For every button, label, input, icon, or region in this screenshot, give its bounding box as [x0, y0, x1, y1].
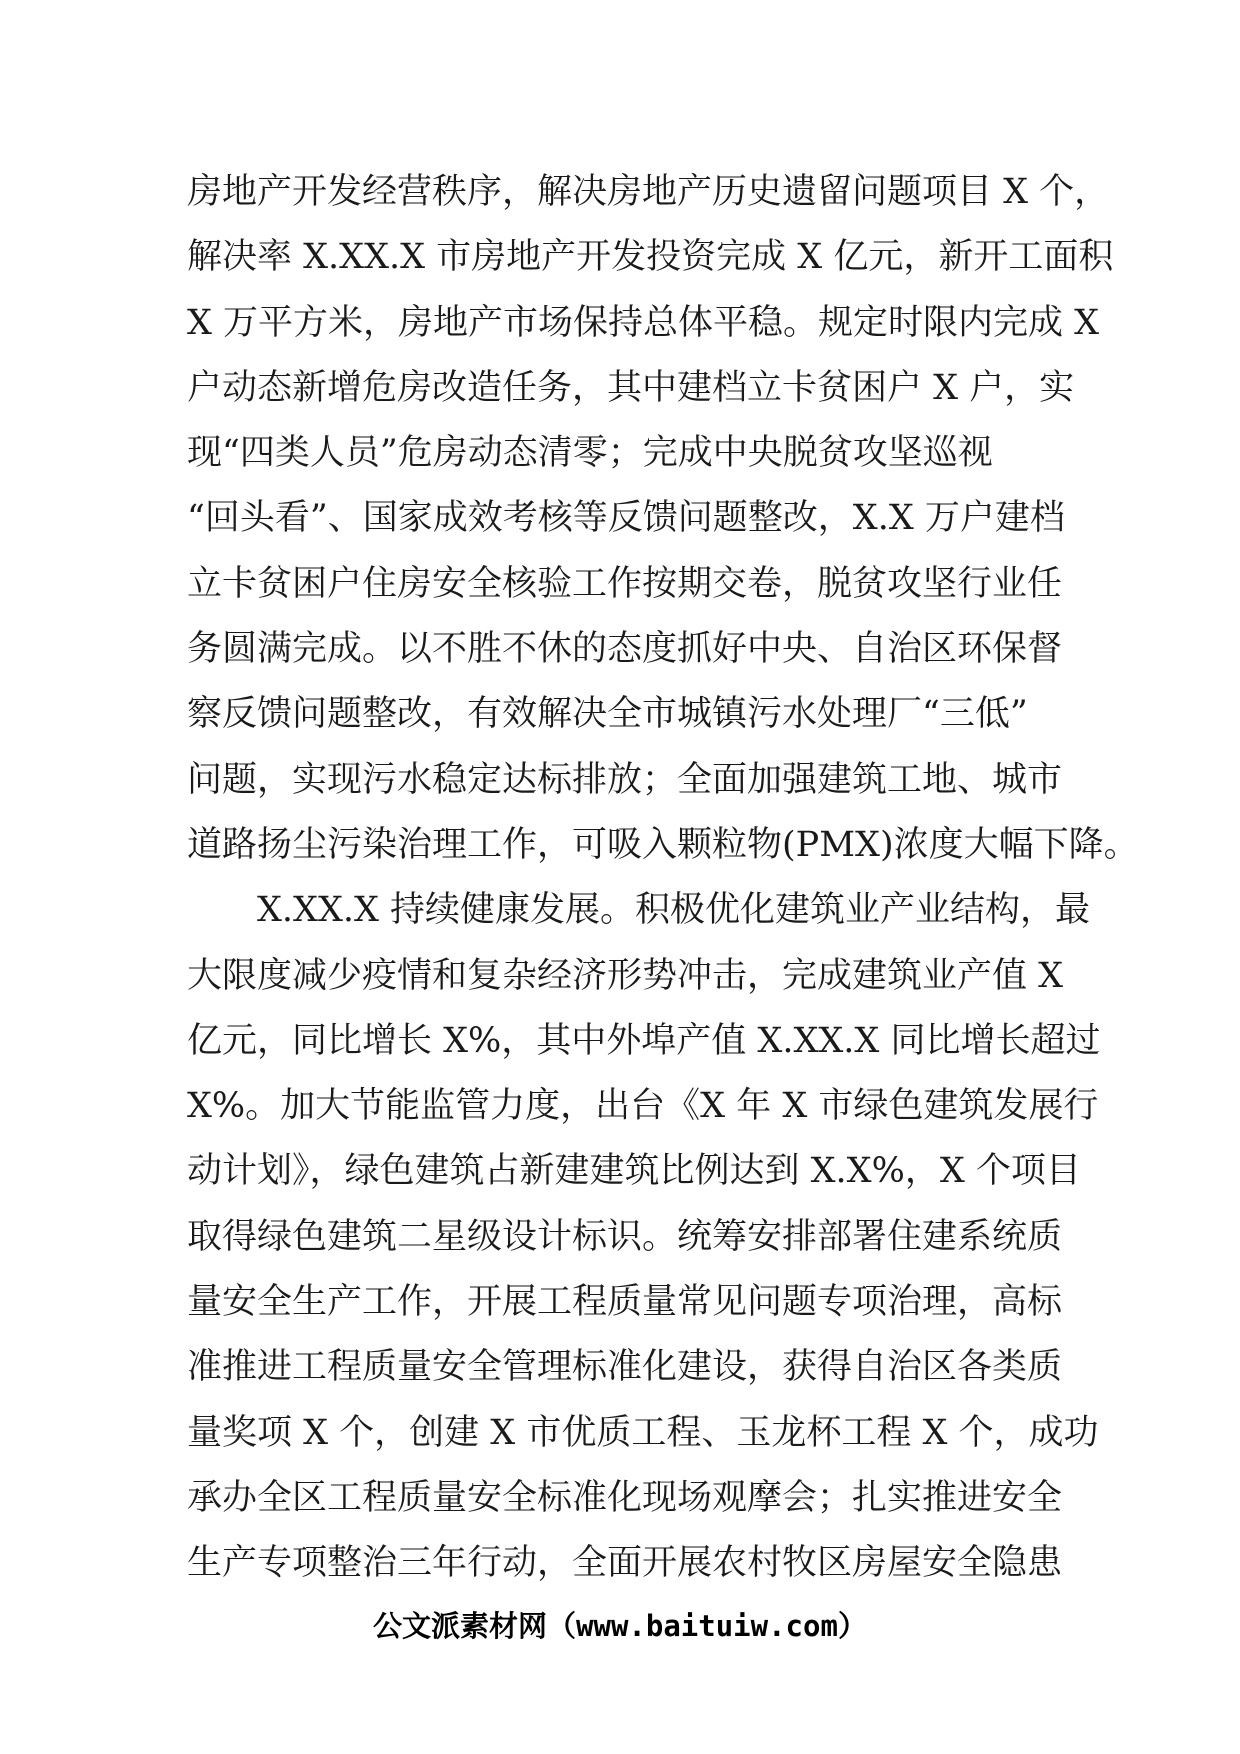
text-line: 立卡贫困户住房安全核验工作按期交卷，脱贫攻坚行业任: [187, 563, 1063, 604]
text-line: 准推进工程质量安全管理标准化建设，获得自治区各类质: [187, 1347, 1063, 1388]
text-line: X%。加大节能监管力度，出台《X 年 X 市绿色建筑发展行: [187, 1086, 1099, 1127]
text-line: 量安全生产工作，开展工程质量常见问题专项治理，高标: [187, 1282, 1063, 1323]
text-line: 问题，实现污水稳定达标排放；全面加强建筑工地、城市: [187, 759, 1063, 800]
text-line: 动计划》，绿色建筑占新建建筑比例达到 X.X%，X 个项目: [187, 1151, 1081, 1192]
text-line: 大限度减少疫情和复杂经济形势冲击，完成建筑业产值 X: [187, 955, 1064, 996]
text-line: 取得绿色建筑二星级设计标识。统筹安排部署住建系统质: [187, 1216, 1063, 1257]
paragraph-start-line: X.XX.X 持续健康发展。积极优化建筑业产业结构，最: [257, 890, 1091, 931]
text-line: 解决率 X.XX.X 市房地产开发投资完成 X 亿元，新开工面积: [187, 237, 1114, 278]
text-line: 现“四类人员”危房动态清零；完成中央脱贫攻坚巡视: [187, 433, 993, 474]
text-line: 房地产开发经营秩序，解决房地产历史遗留问题项目 X 个，: [187, 172, 1110, 212]
text-line: “回头看”、国家成效考核等反馈问题整改，X.X 万户建档: [187, 498, 1065, 539]
text-line: 亿元，同比增长 X%，其中外埠产值 X.XX.X 同比增长超过: [187, 1020, 1101, 1061]
text-line: 量奖项 X 个，创建 X 市优质工程、玉龙杯工程 X 个，成功: [187, 1412, 1099, 1453]
text-line: 察反馈问题整改，有效解决全市城镇污水处理厂“三低”: [187, 694, 1028, 735]
page-footer: 公文派素材网（www.baituiw.com）: [373, 1609, 867, 1643]
text-line: 生产专项整治三年行动，全面开展农村牧区房屋安全隐患: [187, 1543, 1063, 1584]
text-line: 务圆满完成。以不胜不休的态度抓好中央、自治区环保督: [187, 629, 1063, 670]
text-line: 户动态新增危房改造任务，其中建档立卡贫困户 X 户，实: [187, 367, 1075, 408]
body-text: [187, 160, 1139, 1597]
text-line: 承办全区工程质量安全标准化现场观摩会；扎实推进安全: [187, 1477, 1063, 1518]
text-line: 道路扬尘污染治理工作，可吸入颗粒物(PMX)浓度大幅下降。: [187, 824, 1139, 865]
text-line: X 万平方米，房地产市场保持总体平稳。规定时限内完成 X: [187, 302, 1100, 343]
